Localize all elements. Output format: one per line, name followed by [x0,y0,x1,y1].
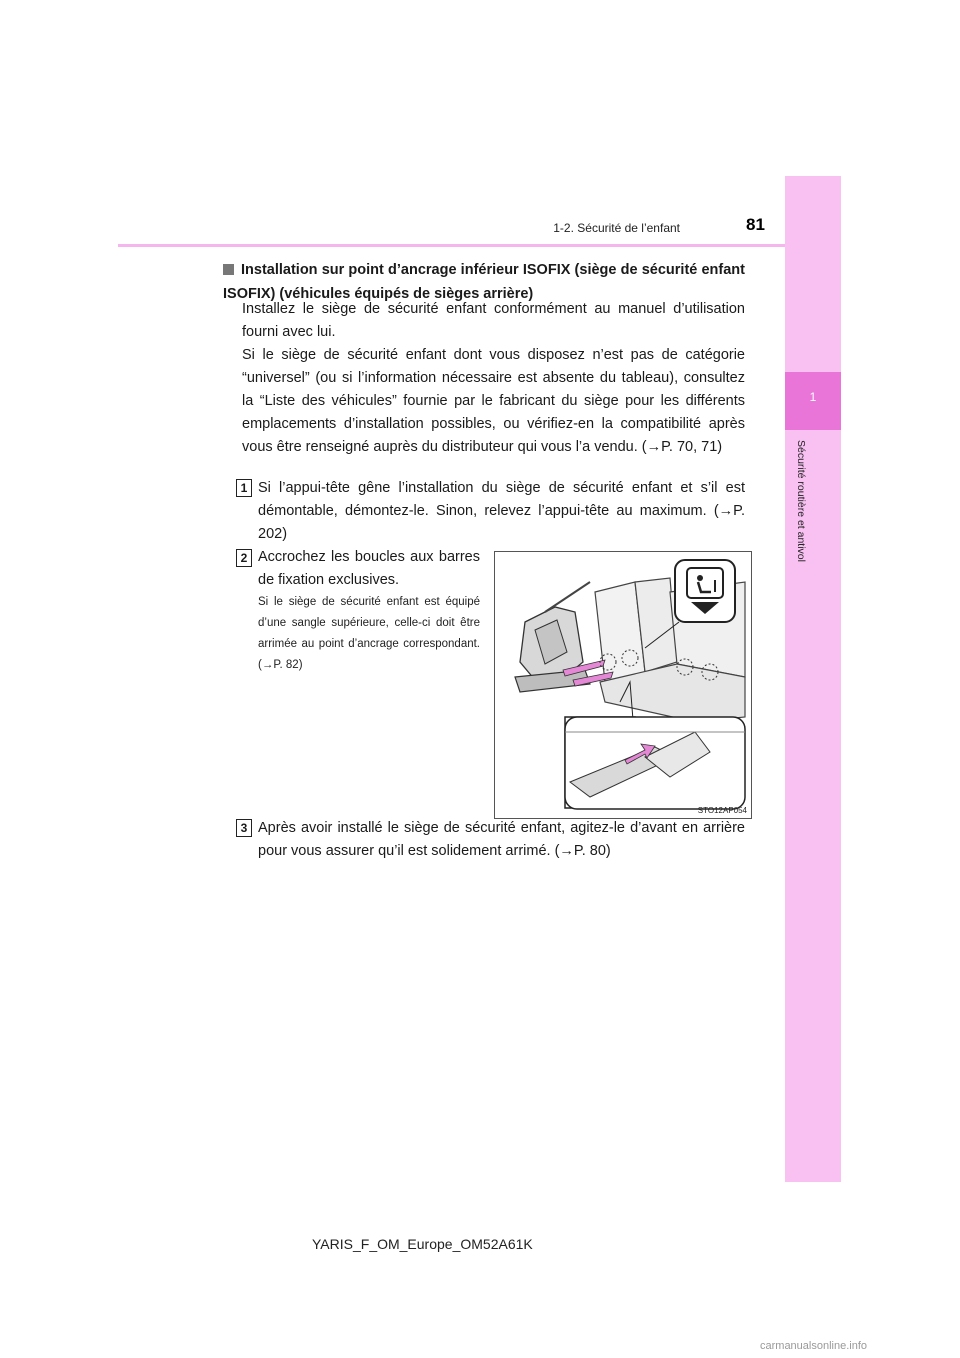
intro-paragraph-1: Installez le siège de sécurité enfant conformément au manuel d’utilisation fourni avec lui. [242,301,745,340]
step-text-1: Si l’appui-tête gêne l’installation du siège de sécurité enfant et s’il est démontable, démontez-le. Sinon, relevez l’appui-tête au maximum. (→P. 202) [258,480,745,542]
intro-paragraph-2: Si le siège de sécurité enfant dont vous disposez n’est pas de catégorie “universel” (ou si l’information nécessaire est absente du tableau), consultez la “Liste des véhicules” fournie par le fabricant du siège pour les différents emplacements d’installation possibles, ou vérifiez-en la compatibilité après vous être renseigné auprès du distributeur qui vous l’a vendu. (→P. 70, 71) [242,347,745,455]
document-id: YARIS_F_OM_Europe_OM52A61K [312,1236,533,1252]
section-title: 1-2. Sécurité de l’enfant [553,221,680,235]
header-rule [118,244,785,247]
isofix-illustration-svg [495,552,751,818]
figure-code: STO12AP054 [697,806,747,815]
section-heading-text: Installation sur point d’ancrage inférieur ISOFIX (siège de sécurité enfant ISOFIX) (véhicules équipés de sièges arrière) [223,262,745,302]
step-number-3: 3 [236,819,252,837]
page-number: 81 [746,215,765,234]
isofix-illustration [494,551,752,819]
step-text-2: Accrochez les boucles aux barres de fixation exclusives. [258,549,480,588]
step-2-note: Si le siège de sécurité enfant est équipé d’une sangle supérieure, celle-ci doit être arrimée au point d’ancrage correspondant. (→P. 82) [258,596,480,671]
watermark: carmanualsonline.info [760,1340,868,1352]
step-number-2: 2 [236,549,252,567]
step-text-3: Après avoir installé le siège de sécurité enfant, agitez-le d’avant en arrière pour vous assurer qu’il est solidement arrimé. (→P. 80) [258,820,745,859]
chapter-title: Sécurité routière et antivol [795,440,807,562]
chapter-side-tab [785,176,841,1182]
step-number-1: 1 [236,479,252,497]
chapter-number: 1 [809,390,817,404]
